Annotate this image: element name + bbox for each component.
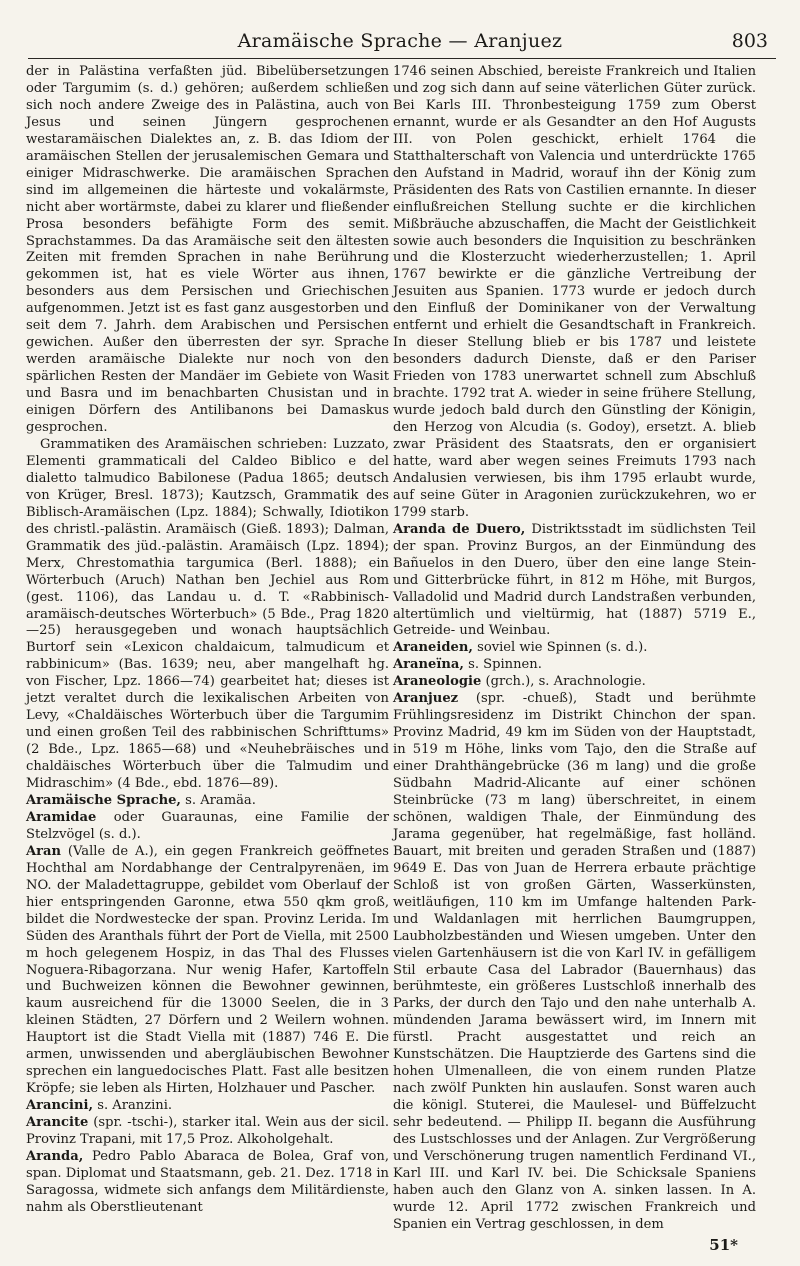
entry-text: (Valle de A.), ein gegen Frankreich geöffnetes Hochthal am Nordabhange der Centralpyrenäen, im NO. der Maladettagruppe, gebildet vom Oberlauf der hier entspringenden Garonne, etwa 550 qkm groß, bildet die Nordwestecke der span. Provinz Lerida. Im Süden des Aranthals führt der Port de Viella, mit 2500 m hoch gelegenem Hospiz, in das Thal des Flusses Noguera-Ribagorzana. Nur wenig Hafer, Kartoffeln und Buchweizen können die Bewohner gewinnen, kaum ausreichend für die 13000 Seelen, die in 3 kleinen Städten, 27 Dörfern und 2 Weilern wohnen. Hauptort ist die Stadt Viella mit (1887) 746 E. Die armen, unwissenden und abergläubischen Bewohner sprechen ein languedocisches Platt. Fast alle besitzen Kröpfe; sie leben als Hirten, Holzhauer und Pascher. [26,843,389,1097]
entry-text: s. Spinnen. [463,657,542,673]
entry-headword: Araneologie [393,674,482,690]
header-rule [28,58,776,59]
entry-aranda [26,1149,389,1217]
paragraph-bibliography: Grammatiken des Aramäischen schrieben: Luzzato, Elementi grammaticali del Caldeo Biblico e del dialetto talmudico Babilonese (Padua 1865; deutsch von Krüger, Bresl. 1873); Kautzsch, Grammatik des Biblisch-Aramäischen (Lpz. 1884); Schwally, Idiotikon des christl.-palästin. Aramäisch (Gieß. 1893); Dalman, Grammatik des jüd.-palästin. Aramäisch (Lpz. 1894); Merx, Chrestomathia targumica (Berl. 1888); ein Wörterbuch (Aruch) Nathan ben Jechiel aus Rom (gest. 1106), das Landau u. d. T. «Rabbinisch-aramäisch-deutsches Wörterbuch» (5 Bde., Prag 1820—25) herausgegeben und wonach hauptsächlich Burtorf sein «Lexicon chaldaicum, talmudicum et rabbinicum» (Bas. 1639; neu, aber mangelhaft hg. von Fischer, Lpz. 1866—74) gearbeitet hat; dieses ist jetzt veraltet durch die lexikalischen Arbeiten von Levy, «Chaldäisches Wörterbuch über die Targumim und einen großen Teil des rabbinischen Schrifttums» (2 Bde., Lpz. 1865—68) und «Neuhebräisches und chaldäisches Wörterbuch über die Talmudim und Midraschim» (4 Bde., ebd. 1876—89). [26,436,389,792]
entry-headword: Arancini, [26,1098,94,1114]
entry-araneologie [393,674,756,691]
entry-text: oder Guaraunas, eine Familie der Stelzvögel (s. d.). [26,809,389,842]
entry-aramaeische-sprache [26,793,389,810]
entry-aranda-de-duero [393,522,756,641]
entry-aranjuez [393,691,756,1234]
entry-text: (spr. -chueß), Stadt und berühmte Frühlingsresidenz im Distrikt Chinchon der span. Provinz Madrid, 49 km im Süden von der Hauptstadt, in 519 m Höhe, links vom Tajo, den die Straße auf einer Drahthängebrücke (36 m lang) und die große Südbahn Madrid-Alicante auf einer schönen Steinbrücke (73 m lang) überschreitet, in einem schönen, waldigen Thale, der Einmündung des Jarama gegenüber, hat regelmäßige, fast holländ. Bauart, mit breiten und geraden Straßen und (1887) 9649 E. Das von Juan de Herrera erbaute prächtige Schloß ist von großen Gärten, Wasserkünsten, weitläufigen, 110 km im Umfange haltenden Park- und Waldanlagen mit herrlichen Baumgruppen, Laubholzbeständen und Wiesen umgeben. Unter den vielen Gartenhäusern ist die von Karl IV. in gefälligem Stil erbaute Casa del Labrador (Bauernhaus) das berühmteste, ein größeres Lustschloß innerhalb des Parks, der durch den Tajo und den nahe unterhalb A. mündenden Jarama bewässert wird, im Innern mit fürstl. Pracht ausgestattet und reich an Kunstschätzen. Die Hauptzierde des Gartens sind die hohen Ulmenalleen, die von einem runden Platze nach zwölf Punkten hin auslaufen. Sonst waren auch die königl. Stuterei, die Maulesel- und Büffelzucht sehr bedeutend. — Philipp II. begann die Ausführung des Lustschlosses und der Anlagen. Zur Vergrößerung und Verschönerung trugen namentlich Ferdinand VI., Karl III. und Karl IV. bei. Die Schicksale Spaniens haben auch den Glanz von A. sinken lassen. In A. wurde 12. April 1772 zwischen Frankreich und Spanien ein Vertrag geschlossen, in dem [393,691,756,1232]
page-number: 803 [731,30,768,52]
entry-text: Distriktsstadt im südlichsten Teil der span. Provinz Burgos, an der Einmündung des Bañuelos in den Duero, über den eine lange Stein- und Gitterbrücke führt, in 812 m Höhe, mit Burgos, Valladolid und Madrid durch Landstraßen verbunden, altertümlich und vieltürmig, hat (1887) 5719 E., Getreide- und Weinbau. [393,521,756,639]
header-title: Aramäische Sprache — Aranjuez [237,30,563,52]
running-header [28,26,772,56]
entry-headword: Arancite [26,1115,89,1131]
entry-headword: Aranda de Duero, [393,521,526,537]
signature-mark: 51* [709,1236,738,1254]
paragraph-continuation: der in Palästina verfaßten jüd. Bibelübersetzungen oder Targumim (s. d.) gehören; außerdem schließen sich noch andere Zweige des in Palästina, auch von Jesus und seinen Jüngern gesprochenen westaramäischen Dialektes an, z. B. das Idiom der aramäischen Stellen der jerusalemischen Gemara und einiger Midraschwerke. Die aramäischen Sprachen sind im allgemeinen die härteste und vokalärmste, nicht aber wortärmste, dabei zu klarer und fließender Prosa besonders befähigte Form des semit. Sprachstammes. Da das Aramäische seit den ältesten Zeiten mit fremden Sprachen in nahe Berührung gekommen ist, hat es viele Wörter aus ihnen, besonders aus dem Persischen und Griechischen aufgenommen. Jetzt ist es fast ganz ausgestorben und seit dem 7. Jahrh. dem Arabischen und Persischen gewichen. Außer den überresten der syr. Sprache werden aramäische Dialekte nur noch von den spärlichen Resten der Mandäer im Gebiete von Wasit und Basra und im benachbarten Chusistan und in einigen Dörfern des Antilibanons bei Damaskus gesprochen. [26,64,389,436]
entry-aramidae [26,810,389,844]
entry-araneina [393,657,756,674]
paragraph-continuation: 1746 seinen Abschied, bereiste Frankreich und Italien und zog sich dann auf seine väterlichen Güter zurück. Bei Karls III. Thronbesteigung 1759 zum Oberst ernannt, wurde er als Gesandter an den Hof Augusts III. von Polen geschickt, erhielt 1764 die Statthalterschaft von Valencia und unterdrückte 1765 den Aufstand in Madrid, worauf ihn der König zum Präsidenten des Rats von Castilien ernannte. In dieser einflußreichen Stellung suchte er die kirchlichen Mißbräuche abzuschaffen, die Macht der Geistlichkeit sowie auch besonders die Inquisition zu beschränken und die Klosterzucht wiederherzustellen; 1. April 1767 bewirkte er die gänzliche Vertreibung der Jesuiten aus Spanien. 1773 wurde er jedoch durch den Einfluß der Dominikaner von der Verwaltung entfernt und erhielt die Gesandtschaft in Frankreich. In dieser Stellung blieb er bis 1787 und leistete besonders dadurch Dienste, daß er den Pariser Frieden von 1783 unerwartet schnell zum Abschluß brachte. 1792 trat A. wieder in seine frühere Stellung, wurde jedoch bald durch den Günstling der Königin, den Herzog von Alcudia (s. Godoy), ersetzt. A. blieb zwar Präsident des Staatsrats, den er organisiert hatte, ward aber wegen seines Freimuts 1793 nach Andalusien verwiesen, bis ihm 1795 erlaubt wurde, auf seine Güter in Aragonien zurückzukehren, wo er 1799 starb. [393,64,756,520]
entry-aran [26,844,389,1098]
entry-headword: Aramäische Sprache, [26,792,181,808]
entry-text: s. Aramäa. [180,792,256,808]
entry-headword: Araneïna, [393,657,464,673]
entry-headword: Aranda, [26,1149,84,1164]
entry-headword: Aranjuez [393,691,459,707]
entry-araneiden [393,640,756,657]
entry-text: (grch.), s. Arachnologie. [481,674,646,690]
entry-text: s. Aranzini. [93,1098,173,1114]
entry-arancite [26,1115,389,1149]
entry-headword: Aran [26,843,62,859]
left-column [26,64,389,1217]
entry-arancini [26,1098,389,1115]
entry-headword: Araneiden, [393,640,473,656]
entry-text: Pedro Pablo Abaraca de Bolea, Graf von, span. Diplomat und Staatsmann, geb. 21. Dez. 1718 in Saragossa, widmete sich anfangs dem Militärdienste, nahm als Oberstlieutenant [26,1149,389,1215]
entry-text: (spr. -tschi-), starker ital. Wein aus der sicil. Provinz Trapani, mit 17,5 Proz. Alkoholgehalt. [26,1115,389,1148]
right-column [393,64,756,1234]
entry-text: soviel wie Spinnen (s. d.). [472,640,648,656]
entry-headword: Aramidae [26,809,97,825]
